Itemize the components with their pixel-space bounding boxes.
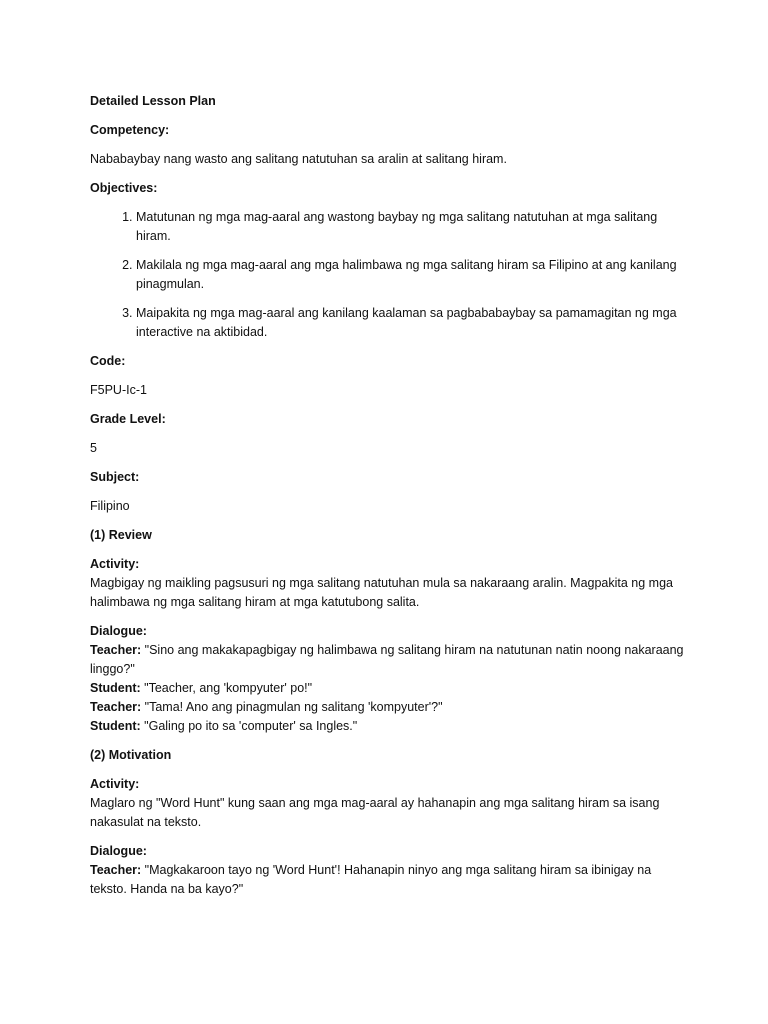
objective-item: 1. Matutunan ng mga mag-aaral ang wastong baybay ng mga salitang natutuhan at mga salitang hiram. <box>136 208 690 246</box>
dialogue-speaker: Student: <box>90 719 141 733</box>
subject-label: Subject: <box>90 470 140 484</box>
dialogue-speaker: Teacher: <box>90 643 142 657</box>
dialogue-speaker: Student: <box>90 681 141 695</box>
objectives-list <box>90 208 690 342</box>
grade-level-value: 5 <box>90 441 97 455</box>
objective-item: 2. Makilala ng mga mag-aaral ang mga halimbawa ng mga salitang hiram sa Filipino at ang kanilang pinagmulan. <box>136 256 690 294</box>
review-heading: (1) Review <box>90 528 152 542</box>
competency-label: Competency: <box>90 123 170 137</box>
document-title: Detailed Lesson Plan <box>90 94 216 108</box>
review-activity-text: Magbigay ng maikling pagsusuri ng mga salitang natutuhan mula sa nakaraang aralin. Magpakita ng mga halimbawa ng mga salitang hiram at mga katutubong salita. <box>90 576 673 609</box>
dialogue-text: "Tama! Ano ang pinagmulan ng salitang 'kompyuter'?" <box>141 700 443 714</box>
review-activity <box>90 555 690 612</box>
dialogue-line <box>90 717 690 736</box>
dialogue-line <box>90 698 690 717</box>
dialogue-text: "Magkakaroon tayo ng 'Word Hunt'! Hahanapin ninyo ang mga salitang hiram sa ibinigay na teksto. Handa na ba kayo?" <box>90 863 652 896</box>
motivation-activity-label: Activity: <box>90 777 140 791</box>
motivation-dialogue-label: Dialogue: <box>90 844 147 858</box>
grade-level-label: Grade Level: <box>90 412 166 426</box>
review-activity-label: Activity: <box>90 557 140 571</box>
objective-item: 3. Maipakita ng mga mag-aaral ang kanilang kaalaman sa pagbababaybay sa pamamagitan ng mga interactive na aktibidad. <box>136 304 690 342</box>
dialogue-line <box>90 679 690 698</box>
review-dialogue <box>90 622 690 736</box>
code-label: Code: <box>90 354 126 368</box>
dialogue-speaker: Teacher: <box>90 863 142 877</box>
motivation-activity <box>90 775 690 832</box>
lesson-plan-page <box>90 92 690 909</box>
motivation-activity-text: Maglaro ng "Word Hunt" kung saan ang mga mag-aaral ay hahanapin ang mga salitang hiram sa isang nakasulat na teksto. <box>90 796 660 829</box>
dialogue-text: "Teacher, ang 'kompyuter' po!" <box>140 681 313 695</box>
objectives-label: Objectives: <box>90 181 158 195</box>
review-dialogue-label: Dialogue: <box>90 624 147 638</box>
dialogue-line <box>90 641 690 679</box>
dialogue-text: "Galing po ito sa 'computer' sa Ingles." <box>140 719 358 733</box>
motivation-heading: (2) Motivation <box>90 748 172 762</box>
dialogue-speaker: Teacher: <box>90 700 142 714</box>
competency-text: Nababaybay nang wasto ang salitang natutuhan sa aralin at salitang hiram. <box>90 152 507 166</box>
subject-value: Filipino <box>90 499 130 513</box>
code-value: F5PU-Ic-1 <box>90 383 147 397</box>
motivation-dialogue <box>90 842 690 899</box>
dialogue-line <box>90 861 690 899</box>
dialogue-text: "Sino ang makakapagbigay ng halimbawa ng salitang hiram na natutunan natin noong nakaraang linggo?" <box>90 643 684 676</box>
